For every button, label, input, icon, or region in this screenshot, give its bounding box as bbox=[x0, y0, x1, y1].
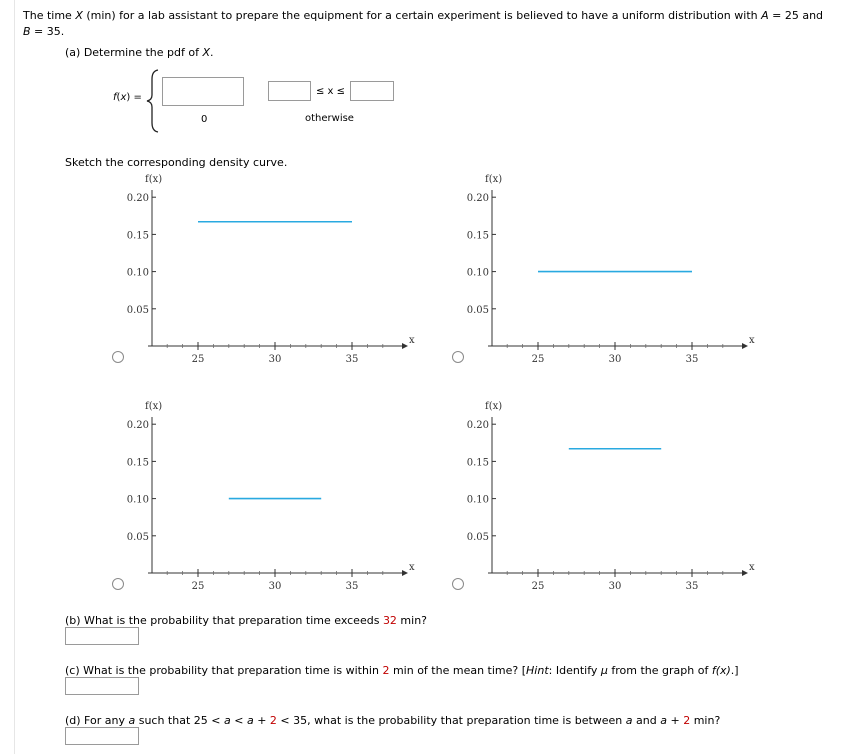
x-tick-label: 25 bbox=[191, 354, 205, 365]
y-tick-label: 0.05 bbox=[126, 304, 149, 316]
part-d-answer-input[interactable] bbox=[65, 727, 139, 745]
y-tick-label: 0.05 bbox=[466, 531, 489, 543]
sketch-prompt: Sketch the corresponding density curve. bbox=[65, 156, 288, 169]
y-tick-label: 0.10 bbox=[126, 494, 149, 506]
pdf-value-input[interactable] bbox=[162, 77, 244, 106]
y-tick-label: 0.15 bbox=[466, 230, 489, 242]
x-tick-label: 30 bbox=[268, 581, 282, 592]
y-tick-label: 0.15 bbox=[466, 457, 489, 469]
y-tick-label: 0.05 bbox=[126, 531, 149, 543]
leq-text: ≤ x ≤ bbox=[316, 86, 346, 97]
x-tick-label: 30 bbox=[268, 354, 282, 365]
part-c-answer-input[interactable] bbox=[65, 677, 139, 695]
y-axis-label: f(x) bbox=[145, 174, 163, 185]
y-tick-label: 0.20 bbox=[466, 193, 489, 205]
x-axis-label: x bbox=[409, 562, 415, 573]
y-tick-label: 0.20 bbox=[466, 420, 489, 432]
y-tick-label: 0.10 bbox=[126, 267, 149, 279]
density-chart-1 bbox=[120, 170, 420, 370]
part-a-label: (a) Determine the pdf of X. bbox=[65, 46, 214, 59]
brace-icon bbox=[146, 69, 160, 133]
fx-label: f(x) = bbox=[113, 92, 142, 103]
y-tick-label: 0.20 bbox=[126, 193, 149, 205]
part-b-question: (b) What is the probability that preparation time exceeds 32 min? bbox=[65, 614, 428, 627]
y-tick-label: 0.20 bbox=[126, 420, 149, 432]
x-axis-label: x bbox=[749, 335, 755, 346]
x-tick-label: 25 bbox=[191, 581, 205, 592]
y-tick-label: 0.10 bbox=[466, 267, 489, 279]
y-tick-label: 0.10 bbox=[466, 494, 489, 506]
y-tick-label: 0.05 bbox=[466, 304, 489, 316]
question-panel bbox=[14, 0, 866, 754]
y-tick-label: 0.15 bbox=[126, 230, 149, 242]
lower-bound-input[interactable] bbox=[268, 81, 311, 101]
density-chart-4 bbox=[460, 397, 760, 597]
density-chart-3 bbox=[120, 397, 420, 597]
x-tick-label: 35 bbox=[345, 581, 359, 592]
x-tick-label: 35 bbox=[345, 354, 359, 365]
part-c-question: (c) What is the probability that preparation time is within 2 min of the mean time? [Hint: Identify μ from the graph of f(x).] bbox=[65, 664, 739, 677]
density-chart-2 bbox=[460, 170, 760, 370]
y-tick-label: 0.15 bbox=[126, 457, 149, 469]
x-axis-label: x bbox=[409, 335, 415, 346]
x-tick-label: 25 bbox=[531, 354, 545, 365]
zero-value: 0 bbox=[201, 114, 208, 125]
x-axis-arrow bbox=[742, 343, 748, 349]
y-axis-label: f(x) bbox=[485, 401, 503, 412]
y-axis-label: f(x) bbox=[485, 174, 503, 185]
x-axis-arrow bbox=[402, 570, 408, 576]
intro-line-2: B = 35. bbox=[23, 25, 65, 38]
x-axis-label: x bbox=[749, 562, 755, 573]
y-axis-label: f(x) bbox=[145, 401, 163, 412]
otherwise-label: otherwise bbox=[305, 113, 354, 124]
x-tick-label: 35 bbox=[685, 354, 699, 365]
x-axis-arrow bbox=[402, 343, 408, 349]
x-axis-arrow bbox=[742, 570, 748, 576]
x-tick-label: 25 bbox=[531, 581, 545, 592]
part-b-answer-input[interactable] bbox=[65, 627, 139, 645]
part-d-question: (d) For any a such that 25 < a < a + 2 < 35, what is the probability that preparation time is between a and a + 2 min? bbox=[65, 714, 721, 727]
x-tick-label: 30 bbox=[608, 581, 622, 592]
x-tick-label: 35 bbox=[685, 581, 699, 592]
upper-bound-input[interactable] bbox=[350, 81, 394, 101]
x-tick-label: 30 bbox=[608, 354, 622, 365]
intro-line-1: The time X (min) for a lab assistant to prepare the equipment for a certain experiment is believed to have a uniform distribution with A = 25 and bbox=[23, 9, 824, 22]
